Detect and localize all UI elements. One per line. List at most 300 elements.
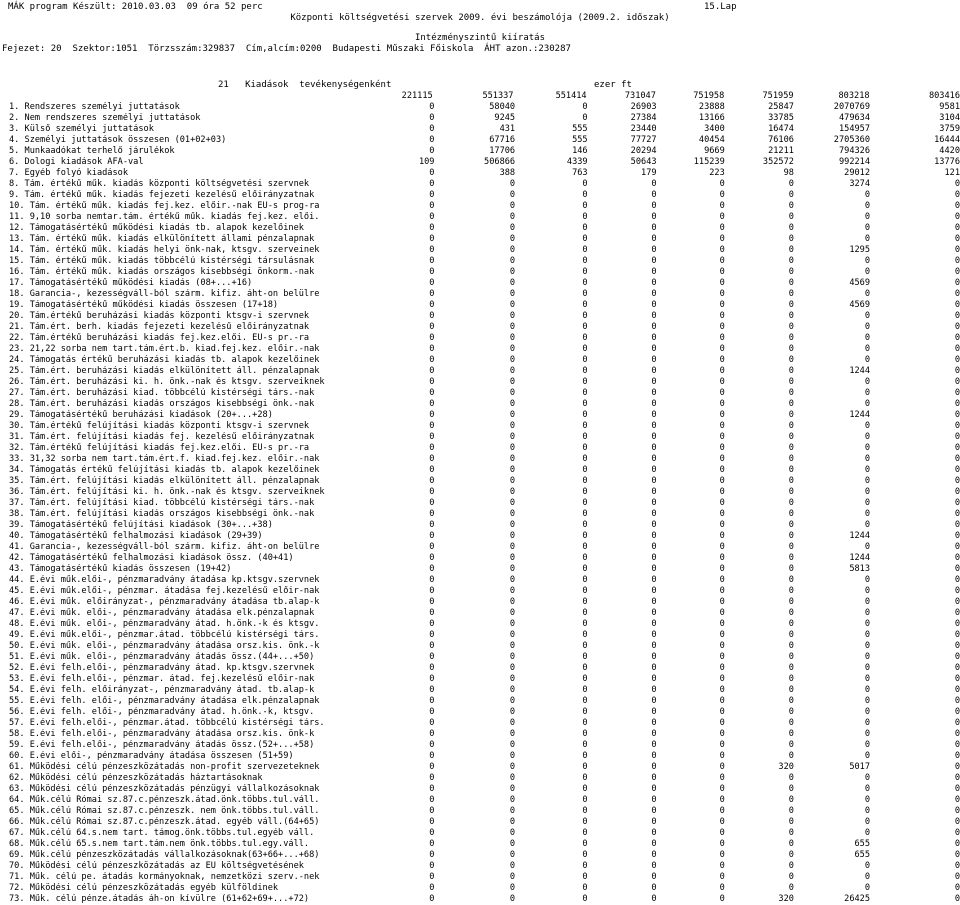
row-value: 0 [954, 278, 960, 288]
row-value: 0 [788, 828, 794, 838]
row-label: 39. Támogatásértékű felújítási kiadások (30+...+38) [9, 520, 273, 530]
row-value: 0 [719, 300, 725, 310]
row-value: 0 [954, 377, 960, 387]
row-value: 0 [582, 190, 588, 200]
row-value: 0 [582, 476, 588, 486]
activity-code: 803416 [928, 91, 960, 101]
row-value: 0 [429, 784, 435, 794]
row-value: 16474 [768, 124, 794, 134]
row-value: 0 [582, 377, 588, 387]
row-value: 0 [788, 718, 794, 728]
row-value: 0 [719, 850, 725, 860]
row-value: 0 [788, 212, 794, 222]
row-value: 0 [651, 597, 657, 607]
row-value: 0 [954, 311, 960, 321]
row-value: 0 [864, 784, 871, 794]
row-value: 0 [954, 245, 960, 255]
table-row [0, 883, 960, 894]
row-value: 0 [582, 674, 588, 684]
row-value: 0 [788, 531, 794, 541]
row-value: 0 [651, 388, 657, 398]
row-value: 0 [954, 410, 960, 420]
row-value: 0 [651, 828, 657, 838]
row-value: 0 [509, 234, 516, 244]
row-label: 41. Garancia-, kezességváll-ból szárm. kifiz. áht-on belülre [9, 542, 320, 552]
row-value: 23440 [630, 124, 657, 134]
row-value: 763 [572, 168, 588, 178]
table-row [0, 520, 960, 531]
row-label: 31. Tám.ért. felújítási kiadás fej. kezelésű előirányzatnak [9, 432, 315, 442]
row-label: 55. E.évi felh. elői-, pénzmaradvány átadása elk.pénzalapnak [9, 696, 320, 706]
row-value: 0 [582, 443, 588, 453]
row-value: 0 [651, 883, 657, 893]
row-value: 0 [582, 322, 588, 332]
row-label: 20. Tám.értékű beruházási kiadás központi ktsgv-i szervnek [9, 311, 310, 321]
row-value: 0 [429, 388, 435, 398]
row-value: 0 [429, 751, 435, 761]
row-value: 1244 [849, 553, 871, 563]
row-label: 2. Nem rendszeres személyi juttatások [9, 113, 201, 123]
row-value: 0 [864, 432, 871, 442]
row-value: 0 [582, 553, 588, 563]
row-value: 0 [429, 102, 435, 112]
row-value: 0 [864, 333, 871, 343]
row-value: 0 [954, 564, 960, 574]
row-value: 0 [788, 190, 794, 200]
row-value: 0 [582, 311, 588, 321]
row-label: 6. Dologi kiadások ÁFÁ-val [9, 157, 144, 167]
row-value: 0 [582, 696, 588, 706]
row-value: 0 [719, 520, 725, 530]
row-label: 30. Tám.értékű felújítási kiadás központi ktsgv-i szervnek [9, 421, 310, 431]
row-value: 0 [429, 806, 435, 816]
row-value: 23888 [698, 102, 725, 112]
row-label: 32. Tám.értékű felújítási kiadás fej.kez.elői. EU-s pr.-ra [9, 443, 310, 453]
row-value: 0 [719, 894, 725, 904]
row-label: 28. Tám.ért. beruházási kiadás országos kisebbségi önk.-nak [9, 399, 315, 409]
row-value: 0 [429, 344, 435, 354]
row-value: 0 [864, 883, 871, 893]
row-value: 0 [582, 740, 588, 750]
row-value: 0 [788, 674, 794, 684]
row-value: 0 [582, 839, 588, 849]
table-row [0, 135, 960, 146]
row-value: 0 [509, 300, 516, 310]
row-value: 0 [954, 619, 960, 629]
row-value: 0 [788, 773, 794, 783]
row-label: 71. Műk. célú pe. átadás kormányoknak, nemzetközi szerv.-nek [9, 872, 320, 882]
code-header-spacer [0, 91, 402, 102]
row-value: 0 [788, 421, 794, 431]
table-row [0, 421, 960, 432]
activity-code: 221115 [401, 91, 433, 101]
row-value: 0 [719, 487, 725, 497]
row-value: 0 [509, 806, 516, 816]
row-value: 0 [651, 289, 657, 299]
table-row [0, 762, 960, 773]
row-value: 0 [582, 201, 588, 211]
row-value: 0 [651, 278, 657, 288]
table-row [0, 245, 960, 256]
row-value: 320 [778, 894, 794, 904]
row-value: 0 [582, 465, 588, 475]
row-value: 0 [429, 674, 435, 684]
table-row [0, 586, 960, 597]
row-value: 0 [509, 432, 516, 442]
row-value: 0 [788, 806, 794, 816]
row-value: 0 [864, 608, 871, 618]
row-value: 0 [429, 234, 435, 244]
row-value: 0 [864, 795, 871, 805]
row-label: 22. Tám.értékű beruházási kiadás fej.kez.elői. EU-s pr.-ra [9, 333, 310, 343]
table-row [0, 531, 960, 542]
row-value: 0 [429, 850, 435, 860]
row-value: 0 [582, 179, 588, 189]
row-label: 34. Támogatás értékű felújítási kiadás tb. alapok kezelőinek [9, 465, 320, 475]
row-value: 0 [788, 696, 794, 706]
table-row [0, 564, 960, 575]
row-label: 27. Tám.ért. beruházási kiad. többcélú kistérségi társ.-nak [9, 388, 315, 398]
row-label: 25. Tám.ért. beruházási kiadás elkülönített áll. pénzalapnak [9, 366, 320, 376]
row-value: 0 [651, 586, 657, 596]
table-row [0, 377, 960, 388]
row-value: 0 [582, 542, 588, 552]
row-value: 0 [651, 652, 657, 662]
row-value: 0 [788, 366, 794, 376]
row-value: 0 [719, 652, 725, 662]
row-value: 0 [429, 465, 435, 475]
row-value: 0 [582, 399, 588, 409]
row-value: 0 [651, 641, 657, 651]
row-value: 352572 [762, 157, 794, 167]
row-value: 0 [651, 850, 657, 860]
row-value: 0 [582, 344, 588, 354]
table-row [0, 168, 960, 179]
row-label: 12. Támogatásértékű működési kiadás tb. alapok kezelőinek [9, 223, 304, 233]
table-row [0, 696, 960, 707]
row-value: 0 [509, 839, 516, 849]
row-value: 0 [954, 300, 960, 310]
row-value: 0 [582, 817, 588, 827]
row-value: 0 [582, 421, 588, 431]
row-value: 0 [582, 795, 588, 805]
row-value: 0 [509, 322, 516, 332]
row-value: 0 [719, 641, 725, 651]
table-row [0, 674, 960, 685]
row-value: 0 [429, 421, 435, 431]
row-value: 0 [954, 520, 960, 530]
row-value: 0 [509, 630, 516, 640]
row-value: 0 [719, 718, 725, 728]
row-value: 0 [582, 630, 588, 640]
table-row [0, 872, 960, 883]
row-value: 0 [788, 850, 794, 860]
row-value: 0 [719, 564, 725, 574]
row-label: 35. Tám.ért. felújítási kiadás elkülönített áll. pénzalapnak [9, 476, 320, 486]
row-label: 60. E.évi elői-, pénzmaradvány átadása összesen (51+59) [9, 751, 294, 761]
row-value: 0 [651, 245, 657, 255]
row-value: 0 [651, 685, 657, 695]
row-label: 13. Tám. értékű műk. kiadás elkülönített állami pénzalapnak [9, 234, 315, 244]
row-value: 0 [788, 784, 794, 794]
row-value: 67716 [489, 135, 516, 145]
row-value: 0 [719, 542, 725, 552]
row-value: 0 [864, 872, 871, 882]
table-row [0, 817, 960, 828]
row-label: 49. E.évi műk.elői-, pénzmar.átad. többcélú kistérségi társ. [9, 630, 320, 640]
row-value: 0 [509, 256, 516, 266]
row-label: 48. E.évi műk. elői-, pénzmaradvány átad. h.önk.-k és ktsgv. [9, 619, 320, 629]
table-row [0, 509, 960, 520]
row-value: 0 [429, 762, 435, 772]
row-value: 0 [954, 366, 960, 376]
row-value: 0 [582, 410, 588, 420]
table-row [0, 410, 960, 421]
row-value: 0 [719, 454, 725, 464]
row-value: 0 [954, 256, 960, 266]
row-value: 0 [719, 322, 725, 332]
row-value: 0 [651, 487, 657, 497]
row-value: 2070769 [833, 102, 871, 112]
row-value: 0 [864, 597, 871, 607]
row-value: 0 [651, 619, 657, 629]
row-value: 0 [651, 256, 657, 266]
row-value: 0 [429, 377, 435, 387]
row-value: 0 [788, 344, 794, 354]
row-value: 3759 [939, 124, 960, 134]
table-row [0, 861, 960, 872]
row-value: 0 [429, 113, 435, 123]
row-value: 479634 [838, 113, 871, 123]
row-value: 0 [788, 223, 794, 233]
row-value: 0 [719, 872, 725, 882]
row-value: 0 [651, 707, 657, 717]
row-value: 0 [719, 234, 725, 244]
row-value: 0 [719, 795, 725, 805]
row-value: 0 [582, 289, 588, 299]
activity-code: 751959 [762, 91, 794, 101]
row-value: 0 [788, 740, 794, 750]
row-label: 3. Külső személyi juttatások [9, 124, 154, 134]
row-value: 0 [429, 410, 435, 420]
row-value: 0 [509, 454, 516, 464]
row-value: 0 [651, 564, 657, 574]
row-value: 0 [719, 311, 725, 321]
row-value: 0 [582, 586, 588, 596]
row-value: 0 [651, 399, 657, 409]
row-value: 58040 [489, 102, 516, 112]
row-value: 0 [651, 443, 657, 453]
table-row [0, 124, 960, 135]
row-value: 0 [651, 509, 657, 519]
table-row [0, 366, 960, 377]
row-value: 0 [788, 685, 794, 695]
row-label: 8. Tám. értékű műk. kiadás központi költségvetési szervnek [9, 179, 310, 189]
row-value: 115239 [693, 157, 725, 167]
row-value: 0 [788, 751, 794, 761]
row-value: 0 [719, 476, 725, 486]
row-value: 0 [719, 421, 725, 431]
row-value: 9581 [939, 102, 960, 112]
table-row [0, 597, 960, 608]
row-value: 0 [788, 729, 794, 739]
row-value: 0 [509, 179, 516, 189]
row-value: 0 [509, 817, 516, 827]
row-value: 0 [509, 861, 516, 871]
table-row [0, 223, 960, 234]
table-row [0, 212, 960, 223]
row-value: 0 [509, 795, 516, 805]
row-value: 0 [954, 762, 960, 772]
table-row [0, 300, 960, 311]
row-value: 0 [509, 564, 516, 574]
row-value: 0 [864, 674, 871, 684]
row-value: 0 [582, 102, 588, 112]
row-value: 0 [954, 388, 960, 398]
table-row [0, 201, 960, 212]
table-row [0, 333, 960, 344]
row-value: 0 [651, 267, 657, 277]
row-value: 0 [954, 443, 960, 453]
row-value: 0 [509, 740, 516, 750]
row-value: 0 [864, 663, 871, 673]
row-value: 0 [719, 608, 725, 618]
row-value: 0 [864, 773, 871, 783]
row-label: 56. E.évi felh. elői-, pénzmaradvány átad. h.önk.-k, ktsgv. [9, 707, 315, 717]
row-label: 72. Működési célú pénzeszközátadás egyéb külföldinek [9, 883, 279, 893]
row-label: 68. Műk.célú 65.s.nem tart.tám.nem önk.többs.tul.egy.váll. [9, 839, 310, 849]
row-value: 0 [788, 454, 794, 464]
row-value: 0 [429, 718, 435, 728]
row-value: 4569 [849, 300, 871, 310]
table-row [0, 102, 960, 113]
row-value: 0 [582, 729, 588, 739]
row-value: 0 [429, 619, 435, 629]
row-value: 0 [788, 641, 794, 651]
table-row [0, 751, 960, 762]
row-value: 0 [509, 212, 516, 222]
row-value: 0 [864, 806, 871, 816]
row-label: 18. Garancia-, kezességváll-ból szárm. kifiz. áht-on belülre [9, 289, 320, 299]
row-value: 0 [954, 212, 960, 222]
row-value: 0 [429, 509, 435, 519]
row-value: 0 [864, 542, 871, 552]
table-row [0, 476, 960, 487]
row-value: 0 [509, 223, 516, 233]
row-value: 0 [788, 498, 794, 508]
row-value: 0 [864, 630, 871, 640]
row-value: 0 [651, 355, 657, 365]
row-value: 0 [864, 575, 871, 585]
row-value: 0 [788, 487, 794, 497]
row-value: 0 [509, 685, 516, 695]
row-value: 506866 [484, 157, 516, 167]
row-value: 0 [719, 531, 725, 541]
row-value: 0 [429, 476, 435, 486]
row-value: 0 [954, 806, 960, 816]
row-value: 0 [788, 575, 794, 585]
row-value: 0 [429, 168, 435, 178]
row-label: 9. Tám. értékű műk. kiadás fejezeti kezelésű előirányzatnak [9, 190, 315, 200]
row-value: 320 [778, 762, 794, 772]
row-value: 0 [719, 839, 725, 849]
row-value: 0 [582, 520, 588, 530]
row-label: 17. Támogatásértékű működési kiadás (08+...+16) [9, 278, 253, 288]
row-value: 0 [788, 597, 794, 607]
table-row [0, 542, 960, 553]
row-value: 0 [864, 443, 871, 453]
row-value: 0 [582, 751, 588, 761]
row-value: 0 [864, 817, 871, 827]
row-label: 47. E.évi műk. elői-, pénzmaradvány átadása elk.pénzalapnak [9, 608, 315, 618]
row-value: 0 [582, 773, 588, 783]
row-value: 146 [572, 146, 588, 156]
table-row [0, 289, 960, 300]
row-value: 0 [719, 388, 725, 398]
row-value: 98 [783, 168, 794, 178]
row-value: 0 [719, 377, 725, 387]
row-value: 0 [582, 784, 588, 794]
row-value: 0 [509, 267, 516, 277]
row-value: 0 [954, 531, 960, 541]
row-value: 0 [719, 773, 725, 783]
row-value: 0 [954, 476, 960, 486]
row-value: 0 [954, 234, 960, 244]
row-label: 40. Támogatásértékű felhalmozási kiadások (29+39) [9, 531, 263, 541]
row-value: 0 [582, 245, 588, 255]
row-value: 0 [582, 762, 588, 772]
row-value: 0 [864, 696, 871, 706]
row-value: 0 [582, 531, 588, 541]
row-value: 0 [582, 300, 588, 310]
row-value: 0 [954, 432, 960, 442]
row-value: 0 [582, 432, 588, 442]
row-value: 0 [719, 861, 725, 871]
row-value: 388 [499, 168, 516, 178]
row-value: 0 [954, 586, 960, 596]
table-row [0, 267, 960, 278]
row-value: 0 [864, 729, 871, 739]
row-value: 0 [954, 795, 960, 805]
row-value: 5017 [849, 762, 871, 772]
row-value: 0 [864, 212, 871, 222]
row-value: 20294 [630, 146, 657, 156]
row-value: 0 [954, 498, 960, 508]
row-value: 0 [509, 894, 516, 904]
row-value: 0 [509, 553, 516, 563]
row-value: 0 [954, 465, 960, 475]
row-value: 0 [954, 883, 960, 893]
row-label: 21. Tám.ért. berh. kiadás fejezeti kezelésű előirányzatnak [9, 322, 310, 332]
row-value: 0 [509, 575, 516, 585]
table-row [0, 344, 960, 355]
row-value: 0 [651, 454, 657, 464]
row-value: 0 [429, 652, 435, 662]
row-value: 0 [582, 366, 588, 376]
row-value: 0 [954, 652, 960, 662]
row-value: 25847 [768, 102, 794, 112]
row-value: 0 [582, 278, 588, 288]
row-value: 0 [582, 113, 588, 123]
row-value: 0 [582, 454, 588, 464]
row-value: 0 [719, 509, 725, 519]
row-value: 0 [429, 883, 435, 893]
row-value: 0 [582, 498, 588, 508]
row-value: 0 [719, 498, 725, 508]
row-value: 0 [429, 663, 435, 673]
table-row [0, 190, 960, 201]
row-value: 0 [788, 311, 794, 321]
